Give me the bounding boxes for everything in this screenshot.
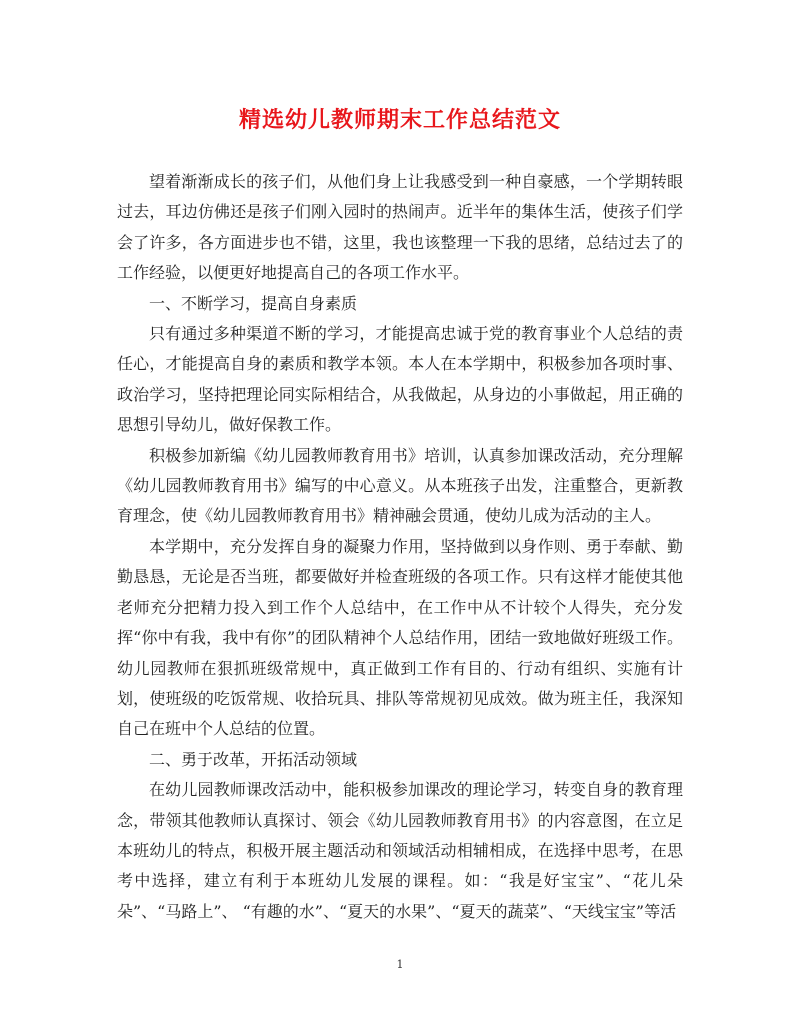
- paragraph-study: 只有通过多种渠道不断的学习，才能提高忠诚于党的教育事业个人总结的责任心，才能提高自身的素质和教学本领。本人在本学期中，积极参加各项时事、政治学习，坚持把理论同实际相结合，从我做起，从身边的小事做起，用正确的思想引导幼儿，做好保教工作。: [117, 324, 683, 435]
- section-heading-2: 二、勇于改革，开拓活动领域: [149, 749, 358, 769]
- page-number: 1: [396, 958, 404, 971]
- document-body: [117, 167, 683, 927]
- section-heading-1: 一、不断学习，提高自身素质: [149, 293, 358, 313]
- paragraph-reform: 在幼儿园教师课改活动中，能积极参加课改的理论学习，转变自身的教育理念，带领其他教师认真探讨、领会《幼儿园教师教育用书》的内容意图，在立足本班幼儿的特点，积极开展主题活动和领域活动相辅相成，在选择中思考，在思考中选择，建立有利于本班幼儿发展的课程。如：“我是好宝宝”、“花儿朵朵”、“马路上”、 “有趣的水”、“夏天的水果”、“夏天的蔬菜”、“天线宝宝”等活: [117, 780, 683, 921]
- paragraph-intro: 望着渐渐成长的孩子们，从他们身上让我感受到一种自豪感，一个学期转眼过去，耳边仿佛还是孩子们刚入园时的热闹声。近半年的集体生活，使孩子们学会了许多，各方面进步也不错，这里，我也该整理一下我的思绪，总结过去了的工作经验，以便更好地提高自己的各项工作水平。: [117, 172, 683, 283]
- paragraph-training: 积极参加新编《幼儿园教师教育用书》培训，认真参加课改活动，充分理解《幼儿园教师教育用书》编写的中心意义。从本班孩子出发，注重整合，更新教育理念，使《幼儿园教师教育用书》精神融会贯通，使幼儿成为活动的主人。: [117, 445, 683, 526]
- paragraph-teamwork: 本学期中，充分发挥自身的凝聚力作用，坚持做到以身作则、勇于奉献、勤勤恳恳，无论是否当班，都要做好并检查班级的各项工作。只有这样才能使其他老师充分把精力投入到工作个人总结中，在工作中从不计较个人得失，充分发挥“你中有我，我中有你”的团队精神个人总结作用，团结一致地做好班级工作。幼儿园教师在狠抓班级常规中，真正做到工作有目的、行动有组织、实施有计划，使班级的吃饭常规、收拾玩具、排队等常规初见成效。做为班主任，我深知自己在班中个人总结的位置。: [117, 536, 683, 739]
- document-title: 精选幼儿教师期末工作总结范文: [238, 107, 561, 133]
